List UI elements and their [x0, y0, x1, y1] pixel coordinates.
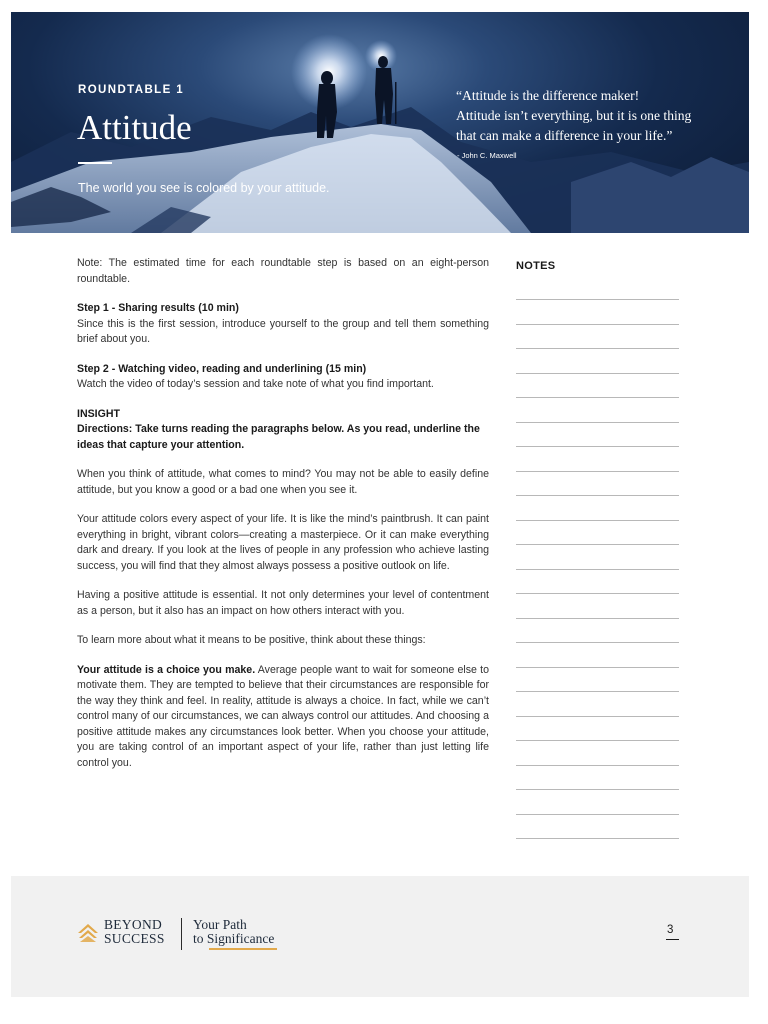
notes-rule-line [516, 716, 679, 717]
title-divider [78, 162, 112, 164]
notes-rule-line [516, 618, 679, 619]
notes-rule-line [516, 593, 679, 594]
page-number-underline [666, 939, 679, 940]
paragraph-2: Your attitude colors every aspect of your life. It is like the mind’s paintbrush. It can paint everything in bright, vibrant colors—creating a masterpiece. Or it can make everything dark and dreary. If you look at the lives of people in any profession who achieve lasting success, you will find that they almost always possess a positive outlook on life. [77, 513, 489, 572]
notes-rule-line [516, 765, 679, 766]
insight-heading: INSIGHT [77, 407, 120, 420]
hero-banner [11, 12, 749, 233]
hero-tagline: The world you see is colored by your attitude. [78, 181, 330, 195]
notes-rule-line [516, 740, 679, 741]
notes-rule-line [516, 495, 679, 496]
notes-rule-line [516, 642, 679, 643]
step-1-text: Since this is the first session, introduce yourself to the group and tell them something brief about you. [77, 317, 489, 345]
notes-rule-line [516, 373, 679, 374]
notes-rule-line [516, 544, 679, 545]
quote-line: that can make a difference in your life.” [456, 128, 673, 143]
notes-rule-line [516, 446, 679, 447]
quote-line: “Attitude is the difference maker! [456, 88, 640, 103]
timing-note: Note: The estimated time for each roundtable step is based on an eight-person roundtable. [77, 257, 489, 285]
paragraph-5-body: Average people want to wait for someone else to motivate them. They are tempted to believe that their circumstances are responsible for the way they think and feel. In reality, attitude is always a choice. In fact, while we can’t control many of our circumstances, we can always control our attitudes. And choosing a positive attitude makes any circumstances look better. When you choose your attitude, you are taking control of an important aspect of your life, rather than just letting life control you. [77, 663, 489, 769]
notes-rule-line [516, 299, 679, 300]
notes-rule-line [516, 691, 679, 692]
notes-rule-line [516, 422, 679, 423]
step-2-title: Step 2 - Watching video, reading and underlining (15 min) [77, 362, 367, 375]
slogan-line: to Significance [193, 931, 275, 946]
insight-section [77, 407, 489, 454]
paragraph-1: When you think of attitude, what comes to mind? You may not be able to easily define attitude, but you know a good or a bad one when you see it. [77, 468, 489, 496]
hero-quote [456, 86, 746, 146]
paragraph-3: Having a positive attitude is essential. It not only determines your level of contentment as a person, but it also has an impact on how others interact with you. [77, 589, 489, 617]
step-1 [77, 301, 489, 348]
notes-rule-line [516, 667, 679, 668]
paragraph-5 [77, 663, 489, 772]
step-2-text: Watch the video of today’s session and take note of what you find important. [77, 378, 434, 390]
slogan-line: Your Path [193, 917, 247, 932]
notes-rule-line [516, 838, 679, 839]
slogan-underline [209, 948, 277, 950]
main-content [77, 256, 489, 785]
quote-author: - John C. Maxwell [457, 151, 517, 160]
paragraph-5-lead: Your attitude is a choice you make. [77, 663, 256, 676]
notes-rule-line [516, 471, 679, 472]
quote-line: Attitude isn’t everything, but it is one thing [456, 108, 692, 123]
brand-divider [181, 918, 182, 950]
step-1-title: Step 1 - Sharing results (10 min) [77, 302, 239, 314]
notes-rule-line [516, 397, 679, 398]
step-2 [77, 362, 489, 393]
brand-line: BEYOND [104, 917, 163, 932]
notes-heading: NOTES [516, 260, 556, 272]
page-number: 3 [667, 924, 674, 936]
beyond-success-logo-icon [77, 923, 99, 943]
page-footer [11, 876, 749, 997]
page-title: Attitude [77, 108, 192, 147]
notes-rule-line [516, 520, 679, 521]
insight-directions: Directions: Take turns reading the paragraphs below. As you read, underline the ideas that capture your attention. [77, 423, 480, 451]
brand-line: SUCCESS [104, 931, 165, 946]
notes-rule-line [516, 814, 679, 815]
notes-rule-line [516, 348, 679, 349]
paragraph-4: To learn more about what it means to be positive, think about these things: [77, 634, 426, 646]
slogan [193, 918, 274, 946]
roundtable-label: ROUNDTABLE 1 [78, 84, 185, 96]
notes-rule-line [516, 569, 679, 570]
notes-rule-line [516, 324, 679, 325]
brand-name [104, 918, 165, 946]
notes-rule-line [516, 789, 679, 790]
